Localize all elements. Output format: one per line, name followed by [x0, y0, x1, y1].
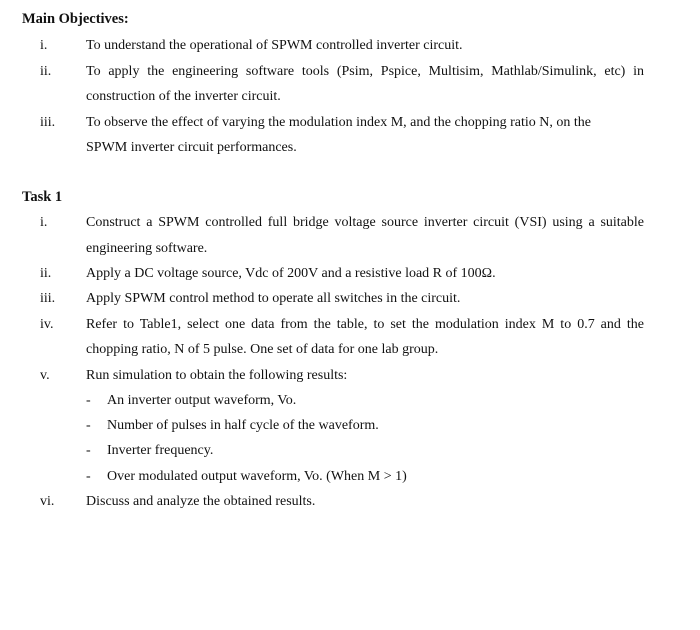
objective-2-text-line1: To apply the engineering software tools (Psim, Pspice, Multisim, Mathlab/Simulink, etc) in — [86, 64, 644, 79]
objective-1-number: i. — [40, 38, 48, 53]
task-4-text-line1: Refer to Table1, select one data from the table, to set the modulation index M to 0.7 and the — [86, 317, 644, 332]
task-1-text-line2: engineering software. — [86, 241, 208, 256]
result-4-dash: - — [86, 469, 91, 484]
task-6-number: vi. — [40, 494, 55, 509]
result-4-text: Over modulated output waveform, Vo. (When M > 1) — [107, 469, 407, 484]
objective-2-number: ii. — [40, 64, 52, 79]
objective-1-text: To understand the operational of SPWM controlled inverter circuit. — [86, 38, 463, 53]
task-5-text: Run simulation to obtain the following results: — [86, 368, 348, 383]
objective-2-text-line2: construction of the inverter circuit. — [86, 89, 281, 104]
result-2-text: Number of pulses in half cycle of the waveform. — [107, 418, 379, 433]
task-heading: Task 1 — [22, 189, 63, 205]
result-2-dash: - — [86, 418, 91, 433]
objective-3-number: iii. — [40, 115, 56, 130]
task-2-number: ii. — [40, 266, 52, 281]
task-1-text-line1: Construct a SPWM controlled full bridge voltage source inverter circuit (VSI) using a suitable — [86, 215, 644, 230]
task-1-number: i. — [40, 215, 48, 230]
task-4-text-line2: chopping ratio, N of 5 pulse. One set of data for one lab group. — [86, 342, 439, 357]
objective-3-text-line2: SPWM inverter circuit performances. — [86, 140, 297, 155]
task-5-number: v. — [40, 368, 50, 383]
task-2-text: Apply a DC voltage source, Vdc of 200V and a resistive load R of 100Ω. — [86, 266, 496, 281]
result-3-dash: - — [86, 443, 91, 458]
task-6-text: Discuss and analyze the obtained results. — [86, 494, 316, 509]
objective-3-text-line1: To observe the effect of varying the modulation index M, and the chopping ratio N, on the — [86, 115, 591, 130]
task-3-number: iii. — [40, 291, 56, 306]
task-3-text: Apply SPWM control method to operate all switches in the circuit. — [86, 291, 461, 306]
task-4-number: iv. — [40, 317, 54, 332]
result-3-text: Inverter frequency. — [107, 443, 214, 458]
objectives-heading: Main Objectives: — [22, 11, 129, 27]
result-1-dash: - — [86, 393, 91, 408]
result-1-text: An inverter output waveform, Vo. — [107, 393, 297, 408]
